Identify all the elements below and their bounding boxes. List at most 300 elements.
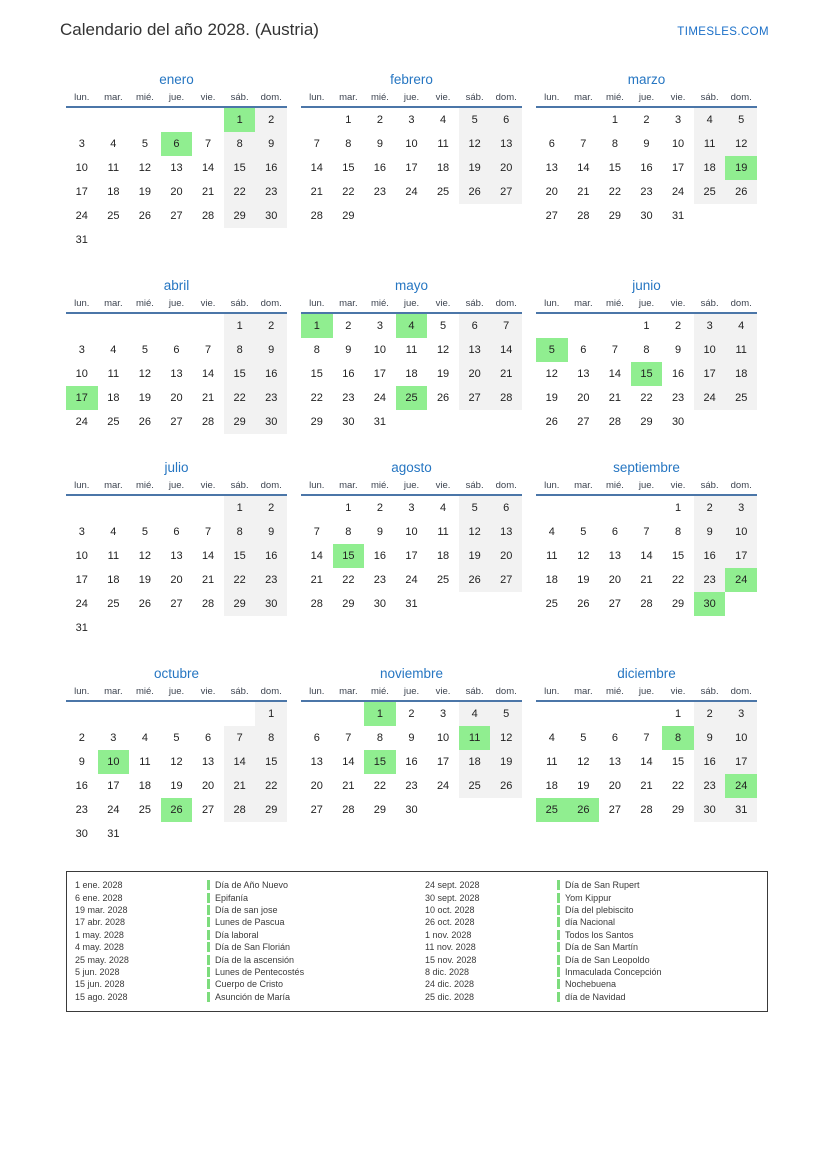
holiday-name: Día de San Leopoldo [565, 954, 650, 965]
day-cell: 11 [725, 338, 757, 362]
holiday-name-wrap [557, 893, 611, 903]
day-cell: 28 [342, 804, 355, 816]
holiday-name-wrap [557, 942, 638, 952]
holiday-day-cell: 11 [459, 726, 491, 750]
month-abril [66, 276, 287, 434]
day-cell: 26 [459, 568, 491, 592]
weekday-label: mar. [574, 298, 593, 309]
legend-item [67, 953, 417, 965]
calendar-grid [66, 70, 757, 846]
week-row [66, 314, 287, 338]
day-cell: 10 [725, 520, 757, 544]
weekday-label: dom. [730, 686, 752, 697]
empty-cell [599, 496, 631, 520]
day-cell: 7 [490, 314, 522, 338]
empty-cell [66, 314, 98, 338]
day-cell: 7 [205, 344, 212, 356]
holiday-name: Día de la ascensión [215, 954, 295, 965]
week-row [536, 386, 757, 410]
day-cell: 23 [373, 186, 387, 198]
day-cell: 13 [459, 338, 491, 362]
empty-cell [490, 798, 522, 822]
weekday-label: mar. [574, 686, 593, 697]
day-cell: 9 [255, 132, 287, 156]
day-cell: 6 [173, 526, 180, 538]
day-cell: 21 [310, 186, 323, 198]
day-cell: 12 [490, 726, 522, 750]
day-cell: 8 [224, 520, 256, 544]
day-cell: 26 [490, 774, 522, 798]
weekday-label: vie. [435, 92, 451, 103]
holiday-name: Asunción de María [215, 991, 291, 1002]
month-title: septiembre [613, 460, 680, 475]
weekday-label: mié. [370, 686, 389, 697]
legend-item [67, 916, 417, 928]
holiday-name-wrap [207, 967, 304, 977]
day-cell: 12 [138, 162, 152, 174]
empty-cell [161, 616, 193, 640]
day-cell: 27 [170, 598, 183, 610]
day-cell: 8 [611, 138, 618, 150]
day-cell: 21 [490, 362, 522, 386]
weekday-label: jue. [168, 92, 185, 103]
day-cell: 22 [342, 574, 355, 586]
week-row [66, 798, 287, 822]
day-cell: 13 [608, 756, 622, 768]
day-cell: 4 [110, 138, 117, 150]
holiday-name: Yom Kippur [565, 892, 612, 903]
holiday-date: 15 jun. 2028 [75, 979, 125, 990]
day-cell: 26 [577, 598, 590, 610]
day-cell: 13 [608, 550, 622, 562]
day-cell: 1 [345, 114, 352, 126]
day-cell: 11 [405, 344, 418, 356]
week-row [301, 568, 522, 592]
holiday-tick-icon [557, 905, 560, 915]
day-cell: 31 [107, 828, 120, 840]
day-cell: 11 [107, 368, 120, 380]
legend-item [417, 991, 767, 1003]
holiday-date: 24 sept. 2028 [425, 880, 480, 891]
day-cell: 7 [643, 732, 650, 744]
day-cell: 29 [671, 804, 685, 816]
holiday-date: 11 nov. 2028 [425, 942, 476, 953]
holiday-date: 25 dic. 2028 [425, 991, 475, 1002]
holiday-day-cell: 26 [161, 798, 193, 822]
weekday-label: vie. [435, 480, 451, 491]
day-cell: 14 [310, 550, 323, 562]
empty-cell [568, 314, 600, 338]
day-cell: 9 [78, 756, 85, 768]
day-cell: 2 [694, 496, 726, 520]
empty-cell [255, 616, 287, 640]
holiday-tick-icon [207, 979, 210, 989]
empty-cell [98, 228, 130, 252]
week-row [536, 750, 757, 774]
holiday-day-cell: 1 [301, 314, 333, 338]
day-cell: 5 [580, 732, 587, 744]
week-row [536, 132, 757, 156]
weekday-label: sáb. [700, 298, 719, 309]
day-cell: 27 [608, 598, 622, 610]
weekday-label: vie. [200, 298, 216, 309]
day-cell: 16 [342, 368, 355, 380]
holiday-day-cell: 19 [725, 156, 757, 180]
day-cell: 3 [408, 502, 415, 514]
month-junio [536, 276, 757, 434]
weekday-label: dom. [260, 298, 282, 309]
holiday-day-cell: 6 [161, 132, 193, 156]
legend-item [417, 891, 767, 903]
month-septiembre [536, 458, 757, 616]
day-cell: 11 [107, 162, 120, 174]
day-cell: 29 [342, 598, 355, 610]
day-cell: 16 [640, 162, 653, 174]
day-cell: 19 [138, 392, 152, 404]
day-cell: 30 [255, 410, 287, 434]
day-cell: 27 [201, 804, 215, 816]
day-cell: 29 [310, 416, 323, 428]
day-cell: 28 [201, 416, 215, 428]
weekday-header [66, 298, 287, 314]
empty-cell [490, 592, 522, 616]
month-octubre [66, 664, 287, 846]
holiday-name: día de Navidad [565, 991, 626, 1002]
day-cell: 8 [255, 726, 287, 750]
page-title: Calendario del año 2028. (Austria) [60, 20, 319, 39]
day-cell: 15 [224, 544, 256, 568]
week-row [536, 362, 757, 386]
weekday-label: jue. [638, 92, 655, 103]
day-cell: 25 [107, 210, 120, 222]
day-cell: 30 [255, 204, 287, 228]
day-cell: 20 [170, 186, 183, 198]
day-cell: 5 [490, 702, 522, 726]
weekday-label: mié. [135, 686, 154, 697]
day-cell: 2 [78, 732, 85, 744]
day-cell: 20 [201, 780, 215, 792]
day-cell: 6 [459, 314, 491, 338]
day-cell: 7 [643, 526, 650, 538]
day-cell: 19 [577, 574, 590, 586]
day-cell: 16 [255, 362, 287, 386]
holiday-name: Nochebuena [565, 979, 617, 990]
weekday-label: mar. [339, 686, 358, 697]
day-cell: 5 [459, 496, 491, 520]
month-enero [66, 70, 287, 252]
week-row [301, 520, 522, 544]
day-cell: 17 [436, 756, 450, 768]
day-cell: 27 [608, 804, 622, 816]
weekday-label: dom. [495, 298, 517, 309]
empty-cell [129, 822, 161, 846]
weekday-label: mié. [135, 92, 154, 103]
day-cell: 22 [224, 568, 256, 592]
holiday-tick-icon [557, 967, 560, 977]
holiday-day-cell: 25 [536, 798, 568, 822]
week-row [536, 520, 757, 544]
day-cell: 15 [310, 368, 323, 380]
empty-cell [536, 314, 568, 338]
weekday-header [301, 92, 522, 108]
day-cell: 26 [459, 180, 491, 204]
empty-cell [459, 204, 491, 228]
empty-cell [427, 204, 459, 228]
week-row [66, 386, 287, 410]
day-cell: 20 [490, 544, 522, 568]
weekday-label: mié. [605, 686, 624, 697]
holiday-date: 17 abr. 2028 [75, 917, 126, 928]
empty-cell [66, 496, 98, 520]
day-cell: 13 [170, 550, 183, 562]
day-cell: 11 [694, 132, 726, 156]
day-cell: 8 [224, 132, 256, 156]
holiday-date: 30 sept. 2028 [425, 892, 480, 903]
day-cell: 31 [373, 416, 387, 428]
day-cell: 14 [224, 750, 256, 774]
week-row [536, 568, 757, 592]
day-cell: 23 [255, 568, 287, 592]
day-cell: 13 [170, 368, 183, 380]
week-row [536, 204, 757, 228]
holiday-day-cell: 24 [725, 774, 757, 798]
weekday-label: mar. [104, 686, 123, 697]
day-cell: 18 [107, 186, 120, 198]
day-cell: 20 [577, 392, 590, 404]
weekday-label: dom. [730, 480, 752, 491]
day-cell: 19 [138, 186, 152, 198]
weekday-label: lun. [74, 298, 90, 309]
week-row [66, 132, 287, 156]
day-cell: 8 [376, 732, 383, 744]
day-cell: 12 [459, 520, 491, 544]
day-cell: 15 [255, 750, 287, 774]
week-row [301, 750, 522, 774]
day-cell: 24 [671, 186, 685, 198]
week-row [66, 822, 287, 846]
empty-cell [98, 108, 130, 132]
day-cell: 31 [671, 210, 685, 222]
day-cell: 8 [313, 344, 320, 356]
day-cell: 21 [640, 574, 653, 586]
empty-cell [459, 592, 491, 616]
day-cell: 14 [201, 368, 215, 380]
week-row [66, 156, 287, 180]
legend-item [67, 929, 417, 941]
legend-item [417, 879, 767, 891]
day-cell: 3 [725, 496, 757, 520]
week-row [301, 362, 522, 386]
empty-cell [192, 228, 224, 252]
day-cell: 1 [675, 502, 682, 514]
day-cell: 21 [608, 392, 622, 404]
day-cell: 6 [205, 732, 212, 744]
day-cell: 20 [608, 780, 622, 792]
day-cell: 7 [313, 138, 320, 150]
day-cell: 9 [694, 520, 726, 544]
holiday-tick-icon [207, 992, 210, 1002]
day-cell: 23 [255, 386, 287, 410]
day-cell: 16 [255, 544, 287, 568]
day-cell: 10 [694, 338, 726, 362]
holiday-name: Todos los Santos [565, 929, 634, 940]
day-cell: 15 [224, 362, 256, 386]
weekday-label: lun. [309, 298, 325, 309]
day-cell: 3 [110, 732, 117, 744]
weekday-header [536, 480, 757, 496]
holiday-name: Lunes de Pentecostés [215, 966, 305, 977]
legend-item [67, 978, 417, 990]
holiday-day-cell: 15 [333, 544, 365, 568]
holiday-day-cell: 1 [364, 702, 396, 726]
legend-item [67, 904, 417, 916]
day-cell: 12 [170, 756, 183, 768]
month-julio [66, 458, 287, 640]
empty-cell [631, 702, 663, 726]
weekday-label: jue. [403, 480, 420, 491]
week-row [536, 338, 757, 362]
day-cell: 31 [725, 798, 757, 822]
month-title: octubre [153, 666, 200, 681]
weekday-header [301, 480, 522, 496]
day-cell: 17 [75, 186, 88, 198]
holiday-day-cell: 26 [568, 798, 600, 822]
holiday-name-wrap [207, 979, 283, 989]
day-cell: 23 [671, 392, 685, 404]
empty-cell [161, 314, 193, 338]
day-cell: 28 [640, 804, 653, 816]
weekday-header [66, 686, 287, 702]
day-cell: 5 [725, 108, 757, 132]
day-cell: 6 [611, 732, 618, 744]
holiday-day-cell: 30 [694, 592, 726, 616]
day-cell: 17 [75, 574, 88, 586]
week-row [536, 544, 757, 568]
weekday-label: mar. [104, 92, 123, 103]
day-cell: 6 [611, 526, 618, 538]
holiday-name-wrap [207, 917, 285, 927]
week-row [66, 362, 287, 386]
day-cell: 2 [694, 702, 726, 726]
day-cell: 24 [405, 186, 418, 198]
day-cell: 5 [141, 526, 148, 538]
day-cell: 28 [608, 416, 622, 428]
day-cell: 11 [437, 526, 449, 538]
day-cell: 22 [310, 392, 323, 404]
weekday-label: sáb. [230, 686, 249, 697]
week-row [536, 592, 757, 616]
day-cell: 31 [405, 598, 418, 610]
day-cell: 26 [436, 392, 450, 404]
weekday-label: lun. [544, 686, 560, 697]
empty-cell [725, 204, 757, 228]
legend-item [417, 916, 767, 928]
empty-cell [333, 702, 365, 726]
empty-cell [568, 702, 600, 726]
day-cell: 27 [170, 416, 183, 428]
empty-cell [536, 108, 568, 132]
weekday-label: mié. [135, 480, 154, 491]
day-cell: 18 [725, 362, 757, 386]
day-cell: 14 [201, 550, 215, 562]
day-cell: 11 [546, 756, 558, 768]
holiday-tick-icon [207, 955, 210, 965]
holiday-name-wrap [557, 905, 634, 915]
day-cell: 21 [201, 186, 215, 198]
day-cell: 19 [436, 368, 450, 380]
weekday-label: jue. [168, 298, 185, 309]
day-cell: 10 [405, 138, 418, 150]
weekday-label: jue. [403, 92, 420, 103]
month-mayo [301, 276, 522, 434]
day-cell: 23 [694, 568, 726, 592]
holiday-date: 1 ene. 2028 [75, 880, 123, 891]
day-cell: 21 [640, 780, 653, 792]
day-cell: 19 [577, 780, 590, 792]
week-row [66, 180, 287, 204]
day-cell: 9 [643, 138, 650, 150]
holiday-day-cell: 1 [224, 108, 256, 132]
day-cell: 18 [138, 780, 152, 792]
day-cell: 19 [138, 574, 152, 586]
weekday-label: sáb. [230, 92, 249, 103]
day-cell: 22 [255, 774, 287, 798]
day-cell: 2 [255, 108, 287, 132]
weekday-label: mié. [370, 480, 389, 491]
day-cell: 22 [608, 186, 622, 198]
holiday-name-wrap [207, 955, 294, 965]
empty-cell [301, 496, 333, 520]
day-cell: 27 [577, 416, 590, 428]
day-cell: 17 [107, 780, 120, 792]
day-cell: 24 [436, 780, 450, 792]
empty-cell [161, 702, 193, 726]
day-cell: 9 [345, 344, 352, 356]
week-row [66, 592, 287, 616]
day-cell: 8 [675, 526, 682, 538]
holiday-day-cell: 10 [98, 750, 130, 774]
weekday-label: lun. [74, 480, 90, 491]
page-header [0, 0, 827, 40]
weekday-label: vie. [670, 92, 686, 103]
holiday-date: 25 may. 2028 [75, 954, 129, 965]
day-cell: 28 [201, 598, 215, 610]
weekday-label: dom. [730, 298, 752, 309]
day-cell: 25 [138, 804, 152, 816]
weekday-label: lun. [309, 686, 325, 697]
day-cell: 23 [373, 574, 387, 586]
day-cell: 15 [608, 162, 622, 174]
day-cell: 25 [459, 774, 491, 798]
weekday-label: mar. [339, 480, 358, 491]
holiday-name-wrap [207, 893, 248, 903]
day-cell: 9 [255, 338, 287, 362]
day-cell: 17 [725, 750, 757, 774]
weekday-label: vie. [670, 298, 686, 309]
holiday-date: 1 may. 2028 [75, 929, 124, 940]
empty-cell [364, 204, 396, 228]
holiday-tick-icon [557, 917, 560, 927]
day-cell: 27 [459, 386, 491, 410]
weekday-label: mar. [104, 480, 123, 491]
site-link[interactable]: TIMESLES.COM [677, 26, 769, 38]
day-cell: 2 [675, 320, 682, 332]
day-cell: 22 [224, 386, 256, 410]
day-cell: 14 [577, 162, 590, 174]
holiday-tick-icon [207, 880, 210, 890]
holiday-tick-icon [557, 942, 560, 952]
legend-item [67, 991, 417, 1003]
